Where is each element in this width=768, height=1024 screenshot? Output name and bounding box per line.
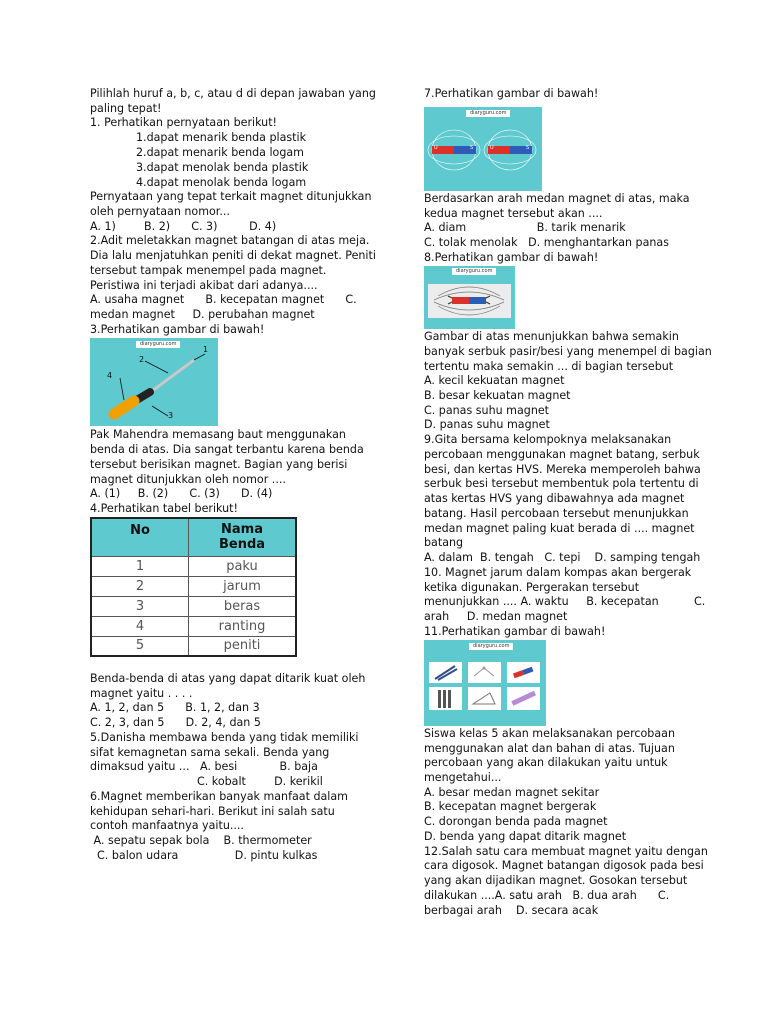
q11-line-3: percobaan yang akan dilakukan yaitu untuk	[424, 756, 668, 769]
table-row	[91, 636, 296, 656]
tool-tile	[429, 687, 462, 710]
q1-question-2: oleh pernyataan nomor...	[90, 205, 230, 218]
q10-line-2: ketika digunakan. Pergerakan tersebut	[424, 581, 640, 594]
label-3: 3	[168, 411, 174, 420]
q9-options: A. dalam B. tengah C. tepi D. samping tengah	[424, 551, 701, 564]
q3-line-2: benda di atas. Dia sangat terbantu karena benda	[90, 443, 364, 456]
q11-option-b: B. kecepatan magnet bergerak	[424, 800, 597, 813]
q1-statement-3: 3.dapat menolak benda plastik	[136, 161, 309, 174]
q3-line-3: tersebut berisikan magnet. Bagian yang berisi	[90, 458, 348, 471]
tool-tile	[468, 662, 501, 683]
q12-line-3: yang akan dijadikan magnet. Gosokan tersebut	[424, 874, 688, 887]
q10-line-3: menunjukkan .... A. waktu B. kecepatan C.	[424, 595, 706, 608]
q1-question-1: Pernyataan yang tepat terkait magnet ditunjukkan	[90, 190, 372, 203]
q8-line-1: Gambar di atas menunjukkan bahwa semakin	[424, 330, 679, 343]
objects-table	[90, 517, 297, 657]
q9-line-3: besi, dan kertas HVS. Mereka memperoleh bahwa	[424, 463, 701, 476]
screwdriver-illustration	[90, 338, 218, 426]
table-header-nama-benda: Nama Benda	[189, 518, 297, 556]
table-cell-benda: beras	[189, 596, 297, 616]
q3-title: 3.Perhatikan gambar di bawah!	[90, 323, 265, 336]
q1-options: A. 1) B. 2) C. 3) D. 4)	[90, 220, 277, 233]
tools-figure	[424, 640, 546, 726]
q4-title: 4.Perhatikan tabel berikut!	[90, 502, 238, 515]
q8-line-3: tertentu maka semakin ... di bagian tersebut	[424, 360, 674, 373]
q4-line-2: magnet yaitu . . . .	[90, 687, 193, 700]
q4-options-1: A. 1, 2, dan 5 B. 1, 2, dan 3	[90, 701, 260, 714]
figure-watermark: diaryguru.com	[469, 643, 513, 650]
table-row	[91, 556, 296, 576]
table-row	[91, 576, 296, 596]
tool-tile	[429, 662, 462, 683]
pole-label: S	[470, 145, 474, 151]
table-cell-no: 4	[91, 616, 189, 636]
screwdriver-figure	[90, 338, 218, 426]
instructions-line-2: paling tepat!	[90, 102, 162, 115]
q10-line-4: arah D. medan magnet	[424, 610, 568, 623]
figure-watermark: diaryguru.com	[136, 341, 180, 348]
q9-line-8: batang	[424, 536, 464, 549]
table-cell-no: 3	[91, 596, 189, 616]
q11-line-2: menggunakan alat dan bahan di atas. Tujuan	[424, 742, 675, 755]
q8-option-a: A. kecil kekuatan magnet	[424, 374, 565, 387]
q1-statement-1: 1.dapat menarik benda plastik	[136, 131, 307, 144]
magnets-figure	[424, 107, 542, 191]
label-1: 1	[203, 345, 209, 354]
q9-line-5: atas kertas HVS yang dibawahnya ada magnet	[424, 492, 685, 505]
q1-statement-2: 2.dapat menarik benda logam	[136, 146, 304, 159]
q9-line-7: medan magnet paling kuat berada di .... magnet	[424, 522, 695, 535]
table-cell-benda: peniti	[189, 636, 297, 656]
q9-line-1: 9.Gita bersama kelompoknya melaksanakan	[424, 433, 672, 446]
figure-watermark: diaryguru.com	[466, 110, 510, 117]
q12-line-1: 12.Salah satu cara membuat magnet yaitu dengan	[424, 845, 708, 858]
q12-line-2: cara digosok. Magnet batangan digosok pada besi	[424, 859, 704, 872]
q1-title: 1. Perhatikan pernyataan berikut!	[90, 116, 277, 129]
tool-tile	[468, 687, 501, 710]
q11-line-4: mengetahui...	[424, 771, 502, 784]
tool-tile	[507, 687, 540, 710]
q8-line-2: banyak serbuk pasir/besi yang menempel di bagian	[424, 345, 712, 358]
q5-options-1: dimaksud yaitu ... A. besi B. baja	[90, 760, 318, 773]
q8-title: 8.Perhatikan gambar di bawah!	[424, 251, 599, 264]
iron-filings-figure	[424, 266, 515, 329]
q4-line-1: Benda-benda di atas yang dapat ditarik kuat oleh	[90, 672, 366, 685]
label-4: 4	[107, 371, 113, 380]
q12-line-4: dilakukan ....A. satu arah B. dua arah C.	[424, 889, 670, 902]
tool-tile	[507, 662, 540, 683]
pole-label: U	[490, 145, 494, 151]
q8-option-d: D. panas suhu magnet	[424, 418, 550, 431]
pole-label: U	[434, 145, 438, 151]
q5-line-2: sifat kemagnetan sama sekali. Benda yang	[90, 746, 330, 759]
label-2: 2	[139, 355, 145, 364]
instructions-line-1: Pilihlah huruf a, b, c, atau d di depan jawaban yang	[90, 87, 376, 100]
q6-options-1: A. sepatu sepak bola B. thermometer	[90, 834, 312, 847]
q11-title: 11.Perhatikan gambar di bawah!	[424, 625, 606, 638]
table-row	[91, 596, 296, 616]
q8-option-b: B. besar kekuatan magnet	[424, 389, 571, 402]
q8-option-c: C. panas suhu magnet	[424, 404, 550, 417]
q12-line-5: berbagai arah D. secara acak	[424, 904, 599, 917]
q2-options-2: medan magnet D. perubahan magnet	[90, 308, 315, 321]
q9-line-2: percobaan menggunakan magnet batang, serbuk	[424, 448, 700, 461]
q1-statement-4: 4.dapat menolak benda logam	[136, 176, 307, 189]
q11-line-1: Siswa kelas 5 akan melaksanakan percobaan	[424, 727, 675, 740]
q2-line-1: 2.Adit meletakkan magnet batangan di atas meja.	[90, 234, 370, 247]
q2-options-1: A. usaha magnet B. kecepatan magnet C.	[90, 293, 357, 306]
table-row	[91, 616, 296, 636]
q2-line-4: Peristiwa ini terjadi akibat dari adanya....	[90, 279, 318, 292]
q6-options-2: C. balon udara D. pintu kulkas	[90, 849, 318, 862]
table-cell-benda: jarum	[189, 576, 297, 596]
q9-line-6: batang. Hasil percobaan tersebut menunjukkan	[424, 507, 689, 520]
table-cell-no: 2	[91, 576, 189, 596]
table-cell-benda: paku	[189, 556, 297, 576]
q7-options-2: C. tolak menolak D. menghantarkan panas	[424, 236, 670, 249]
q6-line-2: kehidupan sehari-hari. Berikut ini salah satu	[90, 805, 335, 818]
table-cell-no: 1	[91, 556, 189, 576]
q5-options-2: C. kobalt D. kerikil	[197, 775, 323, 788]
table-cell-benda: ranting	[189, 616, 297, 636]
q11-option-c: C. dorongan benda pada magnet	[424, 815, 608, 828]
q7-line-1: Berdasarkan arah medan magnet di atas, maka	[424, 192, 690, 205]
q10-line-1: 10. Magnet jarum dalam kompas akan bergerak	[424, 566, 692, 579]
q7-title: 7.Perhatikan gambar di bawah!	[424, 87, 599, 100]
q3-line-4: magnet ditunjukkan oleh nomor ....	[90, 473, 286, 486]
pole-label: S	[526, 145, 530, 151]
q5-line-1: 5.Danisha membawa benda yang tidak memiliki	[90, 731, 359, 744]
q7-line-2: kedua magnet tersebut akan ....	[424, 207, 603, 220]
q6-line-3: contoh manfaatnya yaitu....	[90, 819, 244, 832]
filings-illustration	[424, 266, 515, 329]
q3-line-1: Pak Mahendra memasang baut menggunakan	[90, 428, 346, 441]
q9-line-4: serbuk besi tersebut membentuk pola tertentu di	[424, 477, 699, 490]
q6-line-1: 6.Magnet memberikan banyak manfaat dalam	[90, 790, 348, 803]
q2-line-2: Dia lalu menjatuhkan peniti di dekat magnet. Peniti	[90, 249, 376, 262]
table-cell-no: 5	[91, 636, 189, 656]
q11-option-a: A. besar medan magnet sekitar	[424, 786, 600, 799]
q3-options: A. (1) B. (2) C. (3) D. (4)	[90, 487, 273, 500]
figure-watermark: diaryguru.com	[452, 268, 496, 275]
q7-options-1: A. diam B. tarik menarik	[424, 221, 626, 234]
q11-option-d: D. benda yang dapat ditarik magnet	[424, 830, 627, 843]
field-lines-illustration	[424, 107, 542, 191]
table-header-no: No	[91, 518, 189, 556]
q4-options-2: C. 2, 3, dan 5 D. 2, 4, dan 5	[90, 716, 261, 729]
q2-line-3: tersebut tampak menempel pada magnet.	[90, 264, 327, 277]
